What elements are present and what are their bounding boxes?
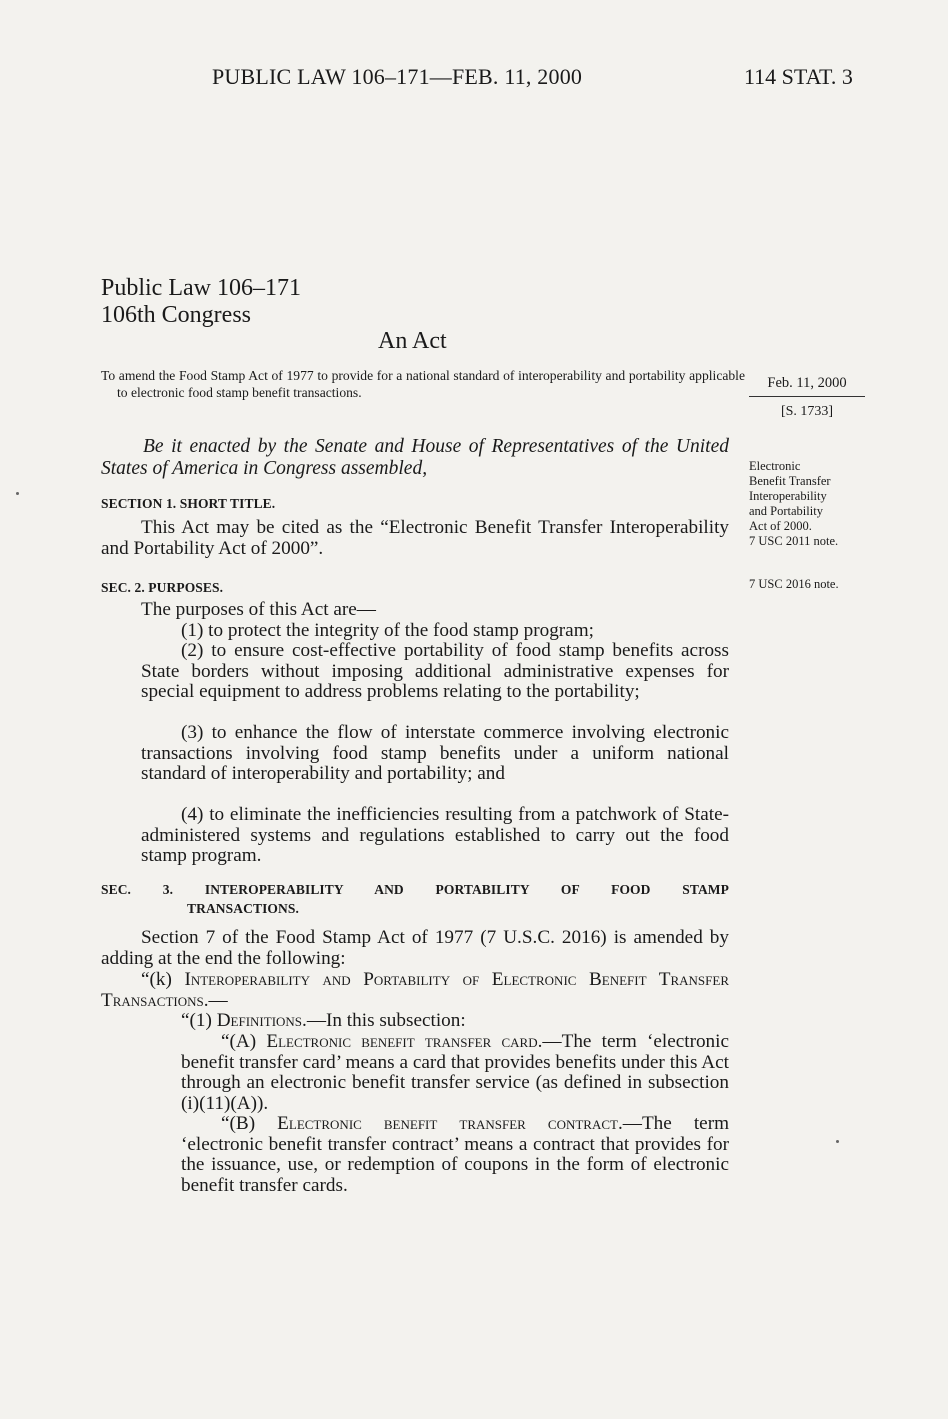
section-3-heading: SEC. 3. INTEROPERABILITY AND PORTABILITY OF FOOD STAMP xyxy=(101,882,729,897)
statute-page-reference: 114 STAT. 3 xyxy=(744,64,853,89)
subparagraph-a-heading: Electronic benefit transfer card. xyxy=(266,1031,543,1052)
enacting-clause: Be it enacted by the Senate and House of Representatives of the United States of America in Congress assembled, xyxy=(101,436,729,479)
section-3-intro: Section 7 of the Food Stamp Act of 1977 (7 U.S.C. 2016) is amended by adding at the end the following: xyxy=(101,927,729,969)
subsection-k: “(k) Interoperability and Portability of Electronic Benefit Transfer Transactions.— xyxy=(101,969,729,1011)
subsection-k-heading: Interoperability and Portability of Electronic Benefit Transfer Transactions. xyxy=(101,969,729,1011)
margin-note-line: Act of 2000. xyxy=(749,519,812,533)
margin-note-line: Electronic xyxy=(749,459,801,473)
margin-note-line: Benefit Transfer xyxy=(749,474,831,488)
enactment-date: Feb. 11, 2000 xyxy=(749,375,865,397)
subparagraph-a: “(A) Electronic benefit transfer card.—The term ‘electronic benefit transfer card’ means a card that provides benefits under this Act through an electronic benefit transfer service (as defined in subsection (i)(11)(A)). xyxy=(181,1031,729,1114)
section-2-list xyxy=(141,621,729,642)
public-law-number: Public Law 106–171 xyxy=(101,275,301,301)
purpose-item: (3) to enhance the flow of interstate commerce involving electronic transactions involving food stamp benefits under a uniform national standard of interoperability and portability; and xyxy=(141,722,729,784)
congress-number: 106th Congress xyxy=(101,302,251,328)
usc-note: 7 USC 2011 note. xyxy=(749,534,839,548)
margin-note-line: and Portability xyxy=(749,504,823,518)
paragraph-1: “(1) Definitions.—In this subsection: xyxy=(181,1010,466,1031)
subparagraph-b: “(B) Electronic benefit transfer contract.—The term ‘electronic benefit transfer contract’ means a contract that provides for the issuance, use, or redemption of coupons in the form of electronic benefit transfer cards. xyxy=(181,1113,730,1196)
section-2-heading: SEC. 2. PURPOSES. xyxy=(101,580,224,595)
usc-note-sec2: 7 USC 2016 note. xyxy=(749,577,839,591)
scan-speck xyxy=(836,1140,839,1143)
bill-number: [S. 1733] xyxy=(780,404,834,419)
margin-note-line: Interoperability xyxy=(749,489,827,503)
running-head: PUBLIC LAW 106–171—FEB. 11, 2000 xyxy=(212,64,583,89)
purpose-item: (2) to ensure cost-effective portability of food stamp benefits across State borders without imposing additional administrative expenses for special equipment to address problems relating to the portability; xyxy=(141,640,729,702)
scan-speck xyxy=(16,492,19,495)
section-1-text: This Act may be cited as the “Electronic Benefit Transfer Interoperability and Portability Act of 2000”. xyxy=(101,517,729,559)
purpose-clause: To amend the Food Stamp Act of 1977 to provide for a national standard of interoperability and portability applicable to electronic food stamp benefit transactions. xyxy=(101,368,745,400)
short-title-margin-note xyxy=(749,459,879,549)
paragraph-1-heading: Definitions. xyxy=(216,1010,307,1031)
subparagraph-b-heading: Electronic benefit transfer contract. xyxy=(277,1113,623,1134)
purpose-item: (1) to protect the integrity of the food stamp program; xyxy=(181,620,594,641)
an-act-heading: An Act xyxy=(378,328,447,354)
section-3-heading-cont: TRANSACTIONS. xyxy=(187,901,299,916)
section-2-intro: The purposes of this Act are— xyxy=(141,599,376,620)
purpose-item: (4) to eliminate the inefficiencies resulting from a patchwork of State-administered systems and regulations established to carry out the food stamp program. xyxy=(141,804,729,866)
section-1-heading: SECTION 1. SHORT TITLE. xyxy=(101,496,276,511)
